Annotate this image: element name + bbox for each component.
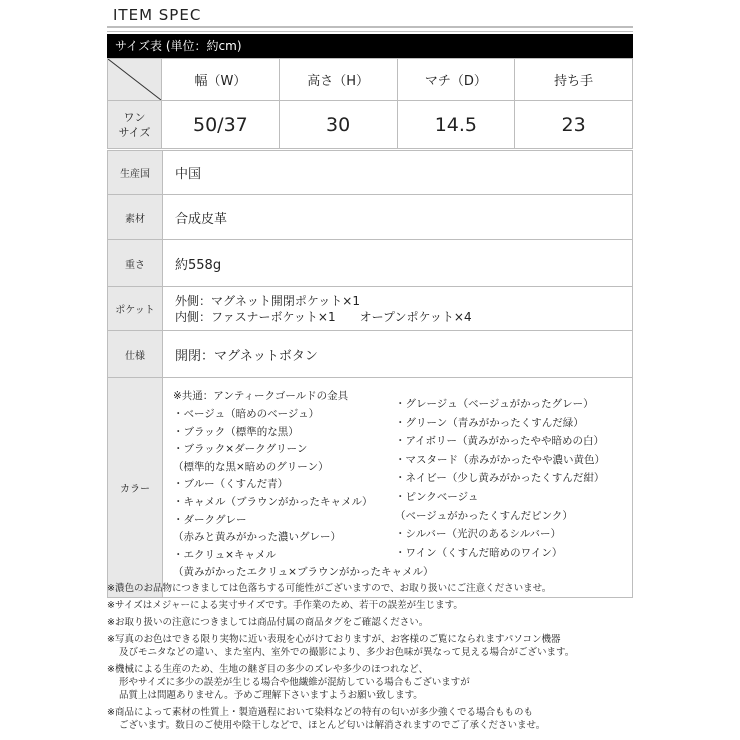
footnote-line: ございます。数日のご使用や陰干しなどで、ほとんど匂いは解消されますのでご了承くださいませ。: [119, 720, 546, 731]
diagonal-line: [108, 59, 161, 100]
column-header-width: 幅（W）: [162, 59, 280, 101]
spec-label: 仕様: [108, 331, 163, 378]
footnote-line: 品質上は問題ありません。予めご理解下さいますようお願い致します。: [119, 690, 423, 701]
color-option: ・ブラック（標準的な黒）: [173, 425, 299, 438]
spec-value: 開閉：マグネットボタン: [163, 331, 633, 378]
color-option: ・キャメル（ブラウンがかったキャメル）: [173, 496, 373, 508]
value-width: 50/37: [162, 101, 280, 149]
pocket-inner: 内側：ファスナーボケット×1 オープンポケット×4: [175, 309, 472, 324]
spec-value: 合成皮革: [163, 195, 633, 240]
spec-value: 約558g: [163, 240, 633, 287]
size-table-row: [108, 101, 633, 149]
value-height: 30: [279, 101, 397, 149]
spec-row-pocket: [108, 287, 633, 331]
spec-table: [107, 150, 633, 598]
row-label-line: サイズ: [118, 125, 151, 139]
column-header-handle: 持ち手: [515, 59, 633, 101]
footnote-line: ※お取り扱いの注意につきましては商品付属の商品タグをご確認ください。: [107, 617, 429, 628]
color-option: ・エクリュ×キャメル: [173, 548, 276, 561]
color-option: ・ダークグレー: [173, 513, 247, 526]
color-option: ・グリーン（青みがかったくすんだ緑）: [395, 416, 584, 429]
color-option: ・ブラック×ダークグリーン: [173, 443, 308, 456]
footnote-line: ※商品によって素材の性質上・製造過程において染料などの特有の匂いが多少強くでる場合もものも: [107, 707, 533, 718]
row-label-one-size: [108, 101, 162, 149]
footnote-line: 及びモニタなどの違い、また室内、室外での撮影により、多少お色味が異なって見える場合がございます。: [119, 647, 575, 658]
color-option: ・ベージュ（暗めのベージュ）: [173, 408, 320, 420]
color-option: （標準的な黒×暗めのグリーン）: [173, 460, 329, 473]
color-option: ・マスタード（赤みがかったやや濃い黄色）: [395, 453, 605, 466]
spec-label: カラー: [108, 378, 163, 598]
spec-row-country: [108, 151, 633, 195]
size-table: [107, 58, 633, 149]
spec-row-color: [108, 378, 633, 598]
footnote-line: 形やサイズに多少の誤差が生じる場合や他繊維が混紡している場合もございますが: [119, 677, 470, 688]
spec-row-closure: [108, 331, 633, 378]
size-table-header-row: [108, 59, 633, 101]
spec-row-material: [108, 195, 633, 240]
spec-label: ポケット: [108, 287, 163, 331]
divider: [107, 31, 633, 32]
color-option: ・ワイン（くすんだ暗めのワイン）: [395, 546, 563, 559]
color-option: ・シルバー（光沢のあるシルバー）: [395, 528, 562, 541]
footnote-line: ※写真のお色はできる限り実物に近い表現を心がけておりますが、お客様のご覧になられますパソコン機器: [107, 634, 561, 645]
color-option: ・ネイビー（少し黄みがかったくすんだ紺）: [395, 472, 605, 485]
footnote-line: ※機械による生産のため、生地の継ぎ目の多少のズレや多少のほつれなど、: [107, 664, 429, 675]
footnote-line: ※サイズはメジャーによる実寸サイズです。手作業のため、若干の誤差が生じます。: [107, 600, 463, 611]
column-header-depth: マチ（D）: [397, 59, 515, 101]
color-option: ・ピンクベージュ: [395, 491, 479, 503]
color-option: （ベージュがかったくすんだピンク）: [395, 509, 573, 522]
footnote-line: ※濃色のお品物につきましては色落ちする可能性がございますので、お取り扱いにご注意くださいませ。: [107, 583, 552, 594]
spec-row-weight: [108, 240, 633, 287]
row-label-line: ワン: [123, 110, 146, 124]
size-table-caption: サイズ表 (単位：約cm): [107, 34, 633, 58]
pocket-outer: 外側：マグネット開閉ポケット×1: [175, 293, 360, 308]
value-handle: 23: [515, 101, 633, 149]
section-title: ITEM SPEC: [113, 6, 202, 24]
corner-cell: [108, 59, 162, 101]
spec-value: 中国: [163, 151, 633, 195]
spec-label: 重さ: [108, 240, 163, 287]
color-option: ・ブルー（くすんだ青）: [173, 478, 289, 491]
spec-label: 生産国: [108, 151, 163, 195]
footnotes: [107, 582, 647, 732]
spec-value: [163, 287, 633, 331]
color-option: ・グレージュ（ベージュがかったグレー）: [395, 398, 594, 410]
color-option: （黄みがかったエクリュ×ブラウンがかったキャメル）: [173, 566, 434, 579]
spec-label: 素材: [108, 195, 163, 240]
color-note: ※共通：アンティークゴールドの金具: [173, 390, 349, 402]
color-option: （赤みと黄みがかった濃いグレー）: [173, 531, 341, 544]
color-option: ・アイボリー（黄みがかったやや暗めの白）: [395, 435, 605, 448]
column-header-height: 高さ（H）: [279, 59, 397, 101]
value-depth: 14.5: [397, 101, 515, 149]
color-list: [163, 378, 633, 598]
divider: [107, 26, 633, 28]
